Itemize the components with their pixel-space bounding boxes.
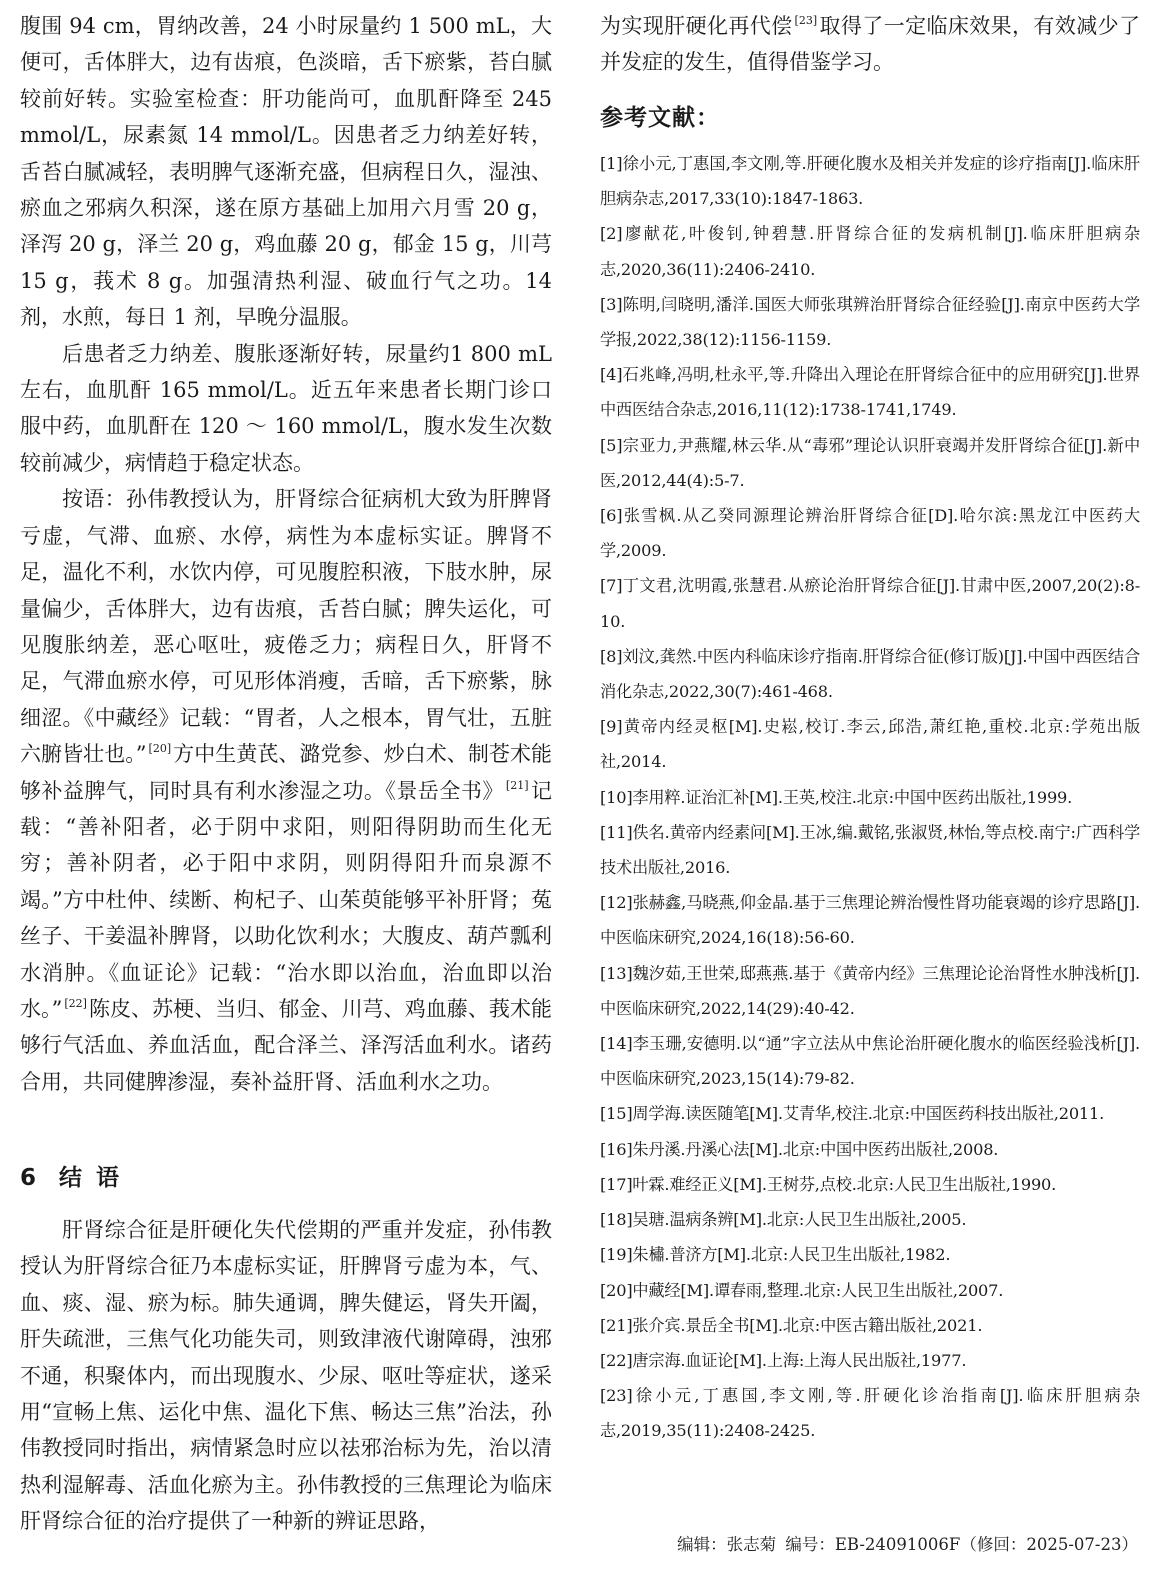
commentary-part-a: 按语：孙伟教授认为，肝肾综合征病机大致为肝脾肾亏虚，气滞、血瘀、水停，病性为本虚标实证。脾肾不足，温化不利，水饮内停，可见腹腔积液，下肢水肿，尿量偏少，舌体胖大，边有齿痕，舌苔白腻；脾失运化，可见腹胀纳差，恶心呕吐，疲倦乏力；病程日久，肝肾不足，气滞血瘀水停，可见形体消瘦，舌暗，舌下瘀紫，脉细涩。《中藏经》记载：“胃者，人之根本，胃气壮，五脏六腑皆壮也。” bbox=[20, 487, 552, 767]
citation-22[interactable]: [22] bbox=[64, 996, 87, 1010]
conclusion-block bbox=[20, 1212, 552, 1540]
citation-20[interactable]: [20] bbox=[148, 742, 172, 756]
footer-editor: 编辑：张志菊 bbox=[677, 1535, 777, 1554]
citation-23[interactable]: [23] bbox=[794, 14, 818, 27]
reference-item: [7]丁文君,沈明霞,张慧君.从瘀论治肝肾综合征[J].甘肃中医,2007,20(2):8-10. bbox=[600, 576, 1140, 631]
case-text bbox=[20, 8, 552, 1100]
reference-item: [5]宗亚力,尹燕耀,林云华.从“毒邪”理论认识肝衰竭并发肝肾综合征[J].新中医,2012,44(4):5-7. bbox=[600, 435, 1140, 490]
reference-item: [21]张介宾.景岳全书[M].北京:中医古籍出版社,2021. bbox=[600, 1315, 983, 1335]
paragraph-case-followup: 腹围 94 cm，胃纳改善，24 小时尿量约 1 500 mL，大便可，舌体胖大，边有齿痕，色淡暗，舌下瘀紫，苔白腻较前好转。实验室检查：肝功能尚可，血肌酐降至 245 mmol/L，尿素氮 14 mmol/L。因患者乏力纳差好转，舌苔白腻减轻，表明脾气逐渐充盛，但病程日久，湿浊、瘀血之邪病久积深，遂在原方基础上加用六月雪 20 g，泽泻 20 g，泽兰 20 g，鸡血藤 20 g，郁金 15 g，川芎 15 g，莪术 8 g。加强清热利湿、破血行气之功。14 剂，水煎，每日 1 剂，早晚分温服。 bbox=[20, 14, 552, 330]
commentary-part-b: 方中生黄芪、潞党参、炒白术、制苍术能够补益脾气，同时具有利水渗湿之功。《景岳全书》 bbox=[20, 742, 552, 803]
reference-item: [22]唐宗海.血证论[M].上海:上海人民出版社,1977. bbox=[600, 1350, 967, 1370]
reference-item: [2]廖献花,叶俊钊,钟碧慧.肝肾综合征的发病机制[J].临床肝胆病杂志,2020,36(11):2406-2410. bbox=[600, 224, 1140, 279]
reference-item: [4]石兆峰,冯明,杜永平,等.升降出入理论在肝肾综合征中的应用研究[J].世界中西医结合杂志,2016,11(12):1738-1741,1749. bbox=[600, 365, 1140, 420]
commentary-part-c: 记载：“善补阳者，必于阴中求阳，则阳得阴助而生化无穷；善补阴者，必于阳中求阴，则阴得阳升而泉源不竭。”方中杜仲、续断、枸杞子、山茱萸能够平补肝肾；菟丝子、干姜温补脾肾，以助化饮利水；大腹皮、葫芦瓢利水消肿。《血证论》记载：“治水即以治血，治血即以治水。” bbox=[20, 778, 553, 1021]
reference-item: [20]中藏经[M].谭春雨,整理.北京:人民卫生出版社,2007. bbox=[600, 1280, 1004, 1300]
reference-list bbox=[600, 146, 1140, 1449]
reference-item: [17]叶霖.难经正义[M].王树芬,点校.北京:人民卫生出版社,1990. bbox=[600, 1174, 1057, 1194]
continuation-part-b: 取得了一定临床效果，有效减少了并发症的发生，值得借鉴学习。 bbox=[600, 14, 1141, 75]
section-heading-conclusion bbox=[20, 1158, 133, 1198]
section-title: 结语 bbox=[59, 1165, 134, 1191]
reference-item: [18]吴瑭.温病条辨[M].北京:人民卫生出版社,2005. bbox=[600, 1210, 967, 1230]
conclusion-continuation bbox=[600, 8, 1140, 81]
reference-item: [11]佚名.黄帝内经素问[M].王冰,编.戴铭,张淑贤,林怡,等点校.南宁:广西科学技术出版社,2016. bbox=[600, 822, 1140, 878]
reference-item: [10]李用粹.证治汇补[M].王英,校注.北京:中国中医药出版社,1999. bbox=[600, 787, 1073, 807]
reference-item: [8]刘汶,龚然.中医内科临床诊疗指南.肝肾综合征(修订版)[J].中国中西医结合消化杂志,2022,30(7):461-468. bbox=[600, 646, 1140, 702]
reference-item: [3]陈明,闫晓明,潘洋.国医大师张琪辨治肝肾综合征经验[J].南京中医药大学学报,2022,38(12):1156-1159. bbox=[600, 294, 1140, 350]
reference-item: [14]李玉珊,安德明.以“通”字立法从中焦论治肝硬化腹水的临医经验浅析[J].中医临床研究,2023,15(14):79-82. bbox=[600, 1034, 1140, 1089]
references-heading: 参考文献： bbox=[600, 105, 720, 131]
continuation-part-a: 为实现肝硬化再代偿 bbox=[600, 14, 793, 38]
reference-item: [9]黄帝内经灵枢[M].史崧,校订.李云,邱浩,萧红艳,重校.北京:学苑出版社,2014. bbox=[600, 717, 1140, 772]
paragraph-outcome: 后患者乏力纳差、腹胀逐渐好转，尿量约1 800 mL左右，血肌酐 165 mmol/L。近五年来患者长期门诊口服中药，血肌酐在 120 ～ 160 mmol/L，腹水发生次数较前减少，病情趋于稳定状态。 bbox=[20, 341, 552, 475]
footer-info bbox=[673, 1530, 1138, 1560]
citation-21[interactable]: [21] bbox=[505, 778, 529, 792]
reference-item: [12]张赫鑫,马晓燕,仰金晶.基于三焦理论辨治慢性肾功能衰竭的诊疗思路[J].中医临床研究,2024,16(18):56-60. bbox=[600, 893, 1140, 948]
reference-item: [6]张雪枫.从乙癸同源理论辨治肝肾综合征[D].哈尔滨:黑龙江中医药大学,2009. bbox=[600, 506, 1140, 561]
reference-item: [23]徐小元,丁惠国,李文刚,等.肝硬化诊治指南[J].临床肝胆病杂志,2019,35(11):2408-2425. bbox=[600, 1386, 1140, 1441]
reference-item: [13]魏汐茹,王世荣,邸燕燕.基于《黄帝内经》三焦理论论治肾性水肿浅析[J].中医临床研究,2022,14(29):40-42. bbox=[600, 963, 1140, 1018]
reference-item: [19]朱橚.普济方[M].北京:人民卫生出版社,1982. bbox=[600, 1245, 951, 1265]
reference-item: [1]徐小元,丁惠国,李文刚,等.肝硬化腹水及相关并发症的诊疗指南[J].临床肝胆病杂志,2017,33(10):1847-1863. bbox=[600, 154, 1140, 209]
footer-number: 编号：EB-24091006F（修回：2025-07-23） bbox=[785, 1535, 1138, 1554]
paragraph-conclusion-end bbox=[600, 8, 1140, 81]
reference-item: [16]朱丹溪.丹溪心法[M].北京:中国中医药出版社,2008. bbox=[600, 1139, 999, 1159]
section-number: 6 bbox=[20, 1165, 38, 1191]
paragraph-commentary bbox=[20, 481, 552, 1100]
commentary-part-d: 陈皮、苏梗、当归、郁金、川芎、鸡血藤、莪术能够行气活血、养血活血，配合泽兰、泽泻活血利水。诸药合用，共同健脾渗湿，奏补益肝肾、活血利水之功。 bbox=[20, 996, 552, 1094]
paragraph-conclusion: 肝肾综合征是肝硬化失代偿期的严重并发症，孙伟教授认为肝肾综合征乃本虚标实证，肝脾肾亏虚为本，气、血、痰、湿、瘀为标。肺失通调，脾失健运，肾失开阖，肝失疏泄，三焦气化功能失司，则致津液代谢障碍，浊邪不通，积聚体内，而出现腹水、少尿、呕吐等症状，遂采用“宣畅上焦、运化中焦、温化下焦、畅达三焦”治法，孙伟教授同时指出，病情紧急时应以祛邪治标为先，治以清热利湿解毒、活血化瘀为主。孙伟教授的三焦理论为临床肝肾综合征的治疗提供了一种新的辨证思路， bbox=[20, 1218, 552, 1534]
reference-item: [15]周学海.读医随笔[M].艾青华,校注.北京:中国医药科技出版社,2011. bbox=[600, 1104, 1105, 1124]
